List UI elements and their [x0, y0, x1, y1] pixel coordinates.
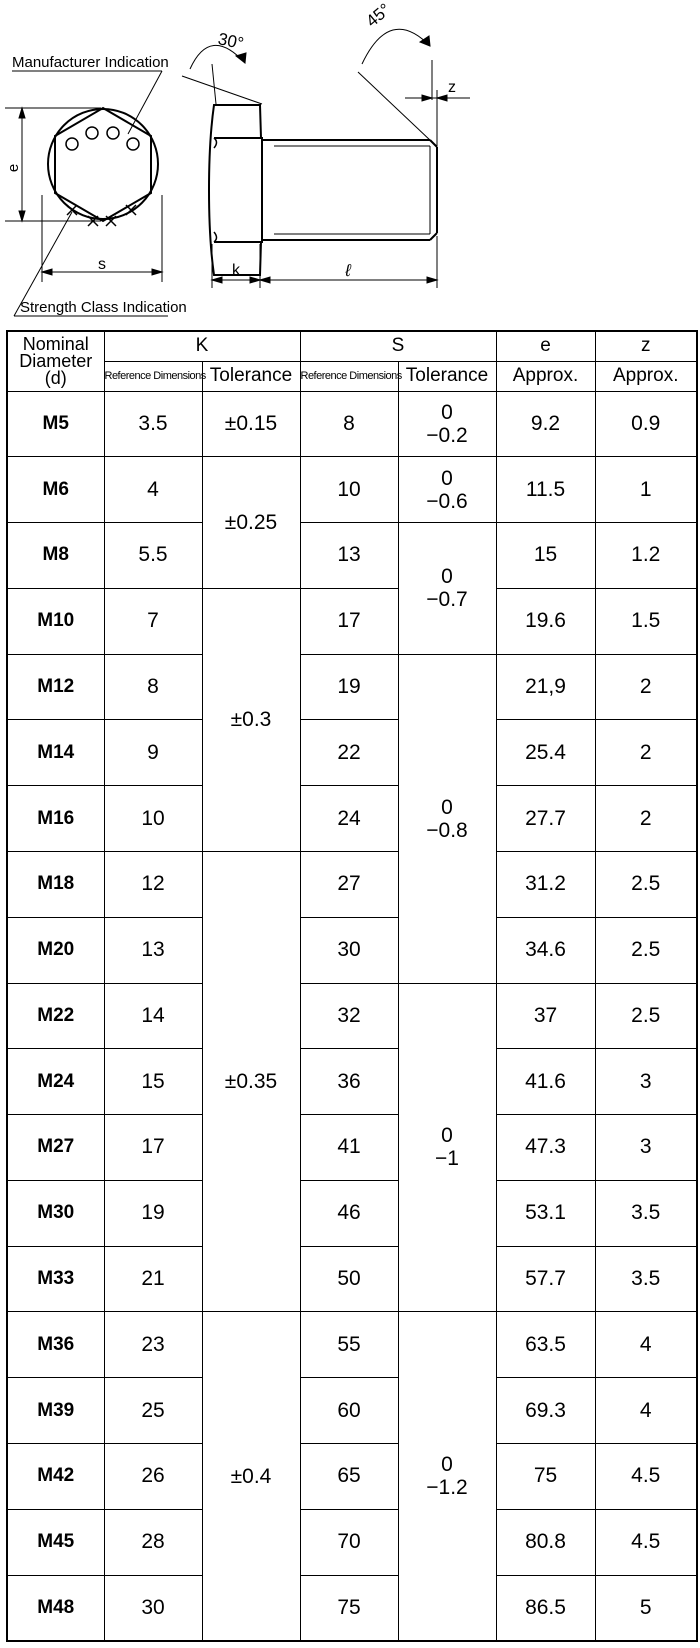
nominal-size-cell: M30	[7, 1180, 104, 1246]
e-approx-cell: 53.1	[496, 1180, 595, 1246]
e-approx-cell: 19.6	[496, 588, 595, 654]
table-row	[7, 1312, 697, 1378]
angle-30-annotation	[182, 45, 262, 104]
nominal-size-cell: M6	[7, 457, 104, 523]
z-approx-cell: 3	[595, 1115, 697, 1181]
nominal-size-cell: M33	[7, 1246, 104, 1312]
z-approx-cell: 2.5	[595, 917, 697, 983]
z-approx-cell: 1.2	[595, 523, 697, 589]
s-reference-cell: 55	[300, 1312, 398, 1378]
z-approx-cell: 1	[595, 457, 697, 523]
z-approx-cell: 3.5	[595, 1180, 697, 1246]
table-row	[7, 786, 697, 852]
table-row	[7, 523, 697, 589]
dimension-table	[6, 330, 698, 1642]
nominal-size-cell: M48	[7, 1575, 104, 1641]
manufacturer-mark-dot	[86, 127, 98, 139]
s-reference-cell: 17	[300, 588, 398, 654]
k-reference-cell: 23	[104, 1312, 202, 1378]
e-approx-cell: 34.6	[496, 917, 595, 983]
s-reference-cell: 70	[300, 1509, 398, 1575]
s-tolerance-lower: −0.8	[426, 818, 468, 842]
e-approx-cell: 9.2	[496, 391, 595, 457]
e-approx-cell: 47.3	[496, 1115, 595, 1181]
dim-k-label: k	[232, 262, 240, 279]
s-tolerance-upper: 0	[441, 565, 453, 589]
k-tolerance-cell: ±0.15	[202, 391, 300, 457]
nominal-size-cell: M12	[7, 654, 104, 720]
nominal-size-cell: M24	[7, 1049, 104, 1115]
table-row	[7, 654, 697, 720]
nominal-size-cell: M8	[7, 523, 104, 589]
table-row	[7, 1509, 697, 1575]
z-approx-cell: 4	[595, 1378, 697, 1444]
chamfer-circle	[48, 109, 158, 219]
s-tolerance-cell	[398, 1312, 496, 1641]
s-reference-dimensions-header: Reference Dimensions	[300, 361, 398, 391]
s-tolerance-header: Tolerance	[398, 361, 496, 391]
s-tolerance-cell	[398, 457, 496, 523]
strength-class-indication-label: Strength Class Indication	[20, 299, 187, 316]
k-reference-cell: 5.5	[104, 523, 202, 589]
z-approx-cell: 4	[595, 1312, 697, 1378]
z-approx-cell: 2.5	[595, 983, 697, 1049]
table-row	[7, 983, 697, 1049]
bolt-side-view	[209, 105, 437, 275]
k-reference-cell: 14	[104, 983, 202, 1049]
s-tolerance-upper: 0	[441, 1453, 453, 1477]
s-reference-cell: 10	[300, 457, 398, 523]
s-tolerance-lower: −0.2	[426, 423, 468, 447]
table-body	[7, 391, 697, 1641]
e-approx-cell: 25.4	[496, 720, 595, 786]
table-row	[7, 1115, 697, 1181]
s-reference-cell: 46	[300, 1180, 398, 1246]
e-approx-cell: 27.7	[496, 786, 595, 852]
manufacturer-mark-dot	[127, 138, 139, 150]
k-reference-cell: 17	[104, 1115, 202, 1181]
s-reference-cell: 32	[300, 983, 398, 1049]
table-row	[7, 588, 697, 654]
e-approx-cell: 63.5	[496, 1312, 595, 1378]
hexagon-outline	[55, 108, 151, 221]
z-approx-cell: 3.5	[595, 1246, 697, 1312]
k-reference-cell: 13	[104, 917, 202, 983]
e-header: e	[496, 331, 595, 361]
s-tolerance-lower: −1.2	[426, 1476, 468, 1500]
s-reference-cell: 36	[300, 1049, 398, 1115]
k-tolerance-cell: ±0.4	[202, 1312, 300, 1641]
z-approx-cell: 0.9	[595, 391, 697, 457]
table-row	[7, 1049, 697, 1115]
s-reference-cell: 30	[300, 917, 398, 983]
k-reference-cell: 12	[104, 851, 202, 917]
s-reference-cell: 13	[300, 523, 398, 589]
angle-30-label: 30°	[216, 29, 246, 54]
table-row	[7, 391, 697, 457]
table-row	[7, 720, 697, 786]
angle-45-label: 45°	[362, 0, 395, 31]
k-reference-cell: 8	[104, 654, 202, 720]
k-reference-cell: 4	[104, 457, 202, 523]
nominal-size-cell: M45	[7, 1509, 104, 1575]
s-tolerance-lower: −0.6	[426, 489, 468, 513]
table-row	[7, 1180, 697, 1246]
k-reference-cell: 28	[104, 1509, 202, 1575]
s-reference-cell: 22	[300, 720, 398, 786]
s-tolerance-upper: 0	[441, 400, 453, 424]
k-reference-cell: 10	[104, 786, 202, 852]
dim-e-label: e	[5, 163, 22, 173]
table-row	[7, 1246, 697, 1312]
k-tolerance-cell: ±0.25	[202, 457, 300, 589]
nominal-size-cell: M42	[7, 1444, 104, 1510]
e-approx-cell: 80.8	[496, 1509, 595, 1575]
bolt-drawing	[0, 0, 700, 330]
s-tolerance-upper: 0	[441, 795, 453, 819]
k-reference-cell: 25	[104, 1378, 202, 1444]
s-tolerance-cell	[398, 983, 496, 1312]
e-approx-header: Approx.	[496, 361, 595, 391]
z-approx-header: Approx.	[595, 361, 697, 391]
s-reference-cell: 24	[300, 786, 398, 852]
s-reference-cell: 27	[300, 851, 398, 917]
table-row	[7, 1444, 697, 1510]
table-row	[7, 1378, 697, 1444]
nominal-size-cell: M22	[7, 983, 104, 1049]
z-approx-cell: 3	[595, 1049, 697, 1115]
s-reference-cell: 8	[300, 391, 398, 457]
e-approx-cell: 15	[496, 523, 595, 589]
k-reference-cell: 21	[104, 1246, 202, 1312]
dim-l-label: ℓ	[345, 261, 351, 280]
k-reference-dimensions-header: Reference Dimensions	[104, 361, 202, 391]
nominal-size-cell: M39	[7, 1378, 104, 1444]
k-reference-cell: 19	[104, 1180, 202, 1246]
k-tolerance-header: Tolerance	[202, 361, 300, 391]
s-tolerance-cell	[398, 391, 496, 457]
e-approx-cell: 37	[496, 983, 595, 1049]
z-header: z	[595, 331, 697, 361]
e-approx-cell: 41.6	[496, 1049, 595, 1115]
z-approx-cell: 2	[595, 786, 697, 852]
k-reference-cell: 7	[104, 588, 202, 654]
nominal-size-cell: M36	[7, 1312, 104, 1378]
table-row	[7, 851, 697, 917]
nominal-size-cell: M27	[7, 1115, 104, 1181]
nominal-diameter-header: Nominal Diameter (d)	[7, 331, 104, 391]
k-reference-cell: 26	[104, 1444, 202, 1510]
s-tolerance-lower: −0.7	[426, 588, 468, 612]
z-approx-cell: 2	[595, 654, 697, 720]
s-tolerance-upper: 0	[441, 466, 453, 490]
nominal-size-cell: M18	[7, 851, 104, 917]
k-header: K	[104, 331, 300, 361]
z-approx-cell: 1.5	[595, 588, 697, 654]
table-row	[7, 457, 697, 523]
table-row	[7, 1575, 697, 1641]
z-approx-cell: 5	[595, 1575, 697, 1641]
table-row	[7, 917, 697, 983]
manufacturer-mark-dot	[107, 127, 119, 139]
s-reference-cell: 75	[300, 1575, 398, 1641]
manufacturer-leader	[12, 71, 162, 134]
manufacturer-mark-dot	[66, 138, 78, 150]
angle-45-annotation	[358, 29, 432, 142]
s-tolerance-cell	[398, 523, 496, 655]
z-approx-cell: 2	[595, 720, 697, 786]
e-approx-cell: 11.5	[496, 457, 595, 523]
nominal-size-cell: M20	[7, 917, 104, 983]
head-outline	[209, 105, 262, 275]
z-approx-cell: 2.5	[595, 851, 697, 917]
k-tolerance-cell: ±0.35	[202, 851, 300, 1311]
nominal-size-cell: M5	[7, 391, 104, 457]
s-reference-cell: 50	[300, 1246, 398, 1312]
dimension-k-l	[212, 236, 437, 288]
dim-z-label: z	[448, 79, 456, 96]
nominal-size-cell: M16	[7, 786, 104, 852]
s-reference-cell: 19	[300, 654, 398, 720]
s-reference-cell: 60	[300, 1378, 398, 1444]
k-reference-cell: 15	[104, 1049, 202, 1115]
k-reference-cell: 30	[104, 1575, 202, 1641]
nominal-size-cell: M14	[7, 720, 104, 786]
k-reference-cell: 3.5	[104, 391, 202, 457]
s-tolerance-upper: 0	[441, 1124, 453, 1148]
e-approx-cell: 57.7	[496, 1246, 595, 1312]
dim-s-label: s	[98, 256, 106, 273]
s-tolerance-lower: −1	[435, 1147, 459, 1171]
manufacturer-indication-label: Manufacturer Indication	[12, 54, 169, 71]
z-approx-cell: 4.5	[595, 1509, 697, 1575]
hex-head-top-view	[48, 108, 158, 226]
s-tolerance-cell	[398, 654, 496, 983]
s-header: S	[300, 331, 496, 361]
e-approx-cell: 69.3	[496, 1378, 595, 1444]
dimension-z	[405, 90, 470, 146]
s-reference-cell: 65	[300, 1444, 398, 1510]
e-approx-cell: 86.5	[496, 1575, 595, 1641]
s-reference-cell: 41	[300, 1115, 398, 1181]
nominal-size-cell: M10	[7, 588, 104, 654]
k-reference-cell: 9	[104, 720, 202, 786]
k-tolerance-cell: ±0.3	[202, 588, 300, 851]
e-approx-cell: 31.2	[496, 851, 595, 917]
e-approx-cell: 21,9	[496, 654, 595, 720]
z-approx-cell: 4.5	[595, 1444, 697, 1510]
e-approx-cell: 75	[496, 1444, 595, 1510]
